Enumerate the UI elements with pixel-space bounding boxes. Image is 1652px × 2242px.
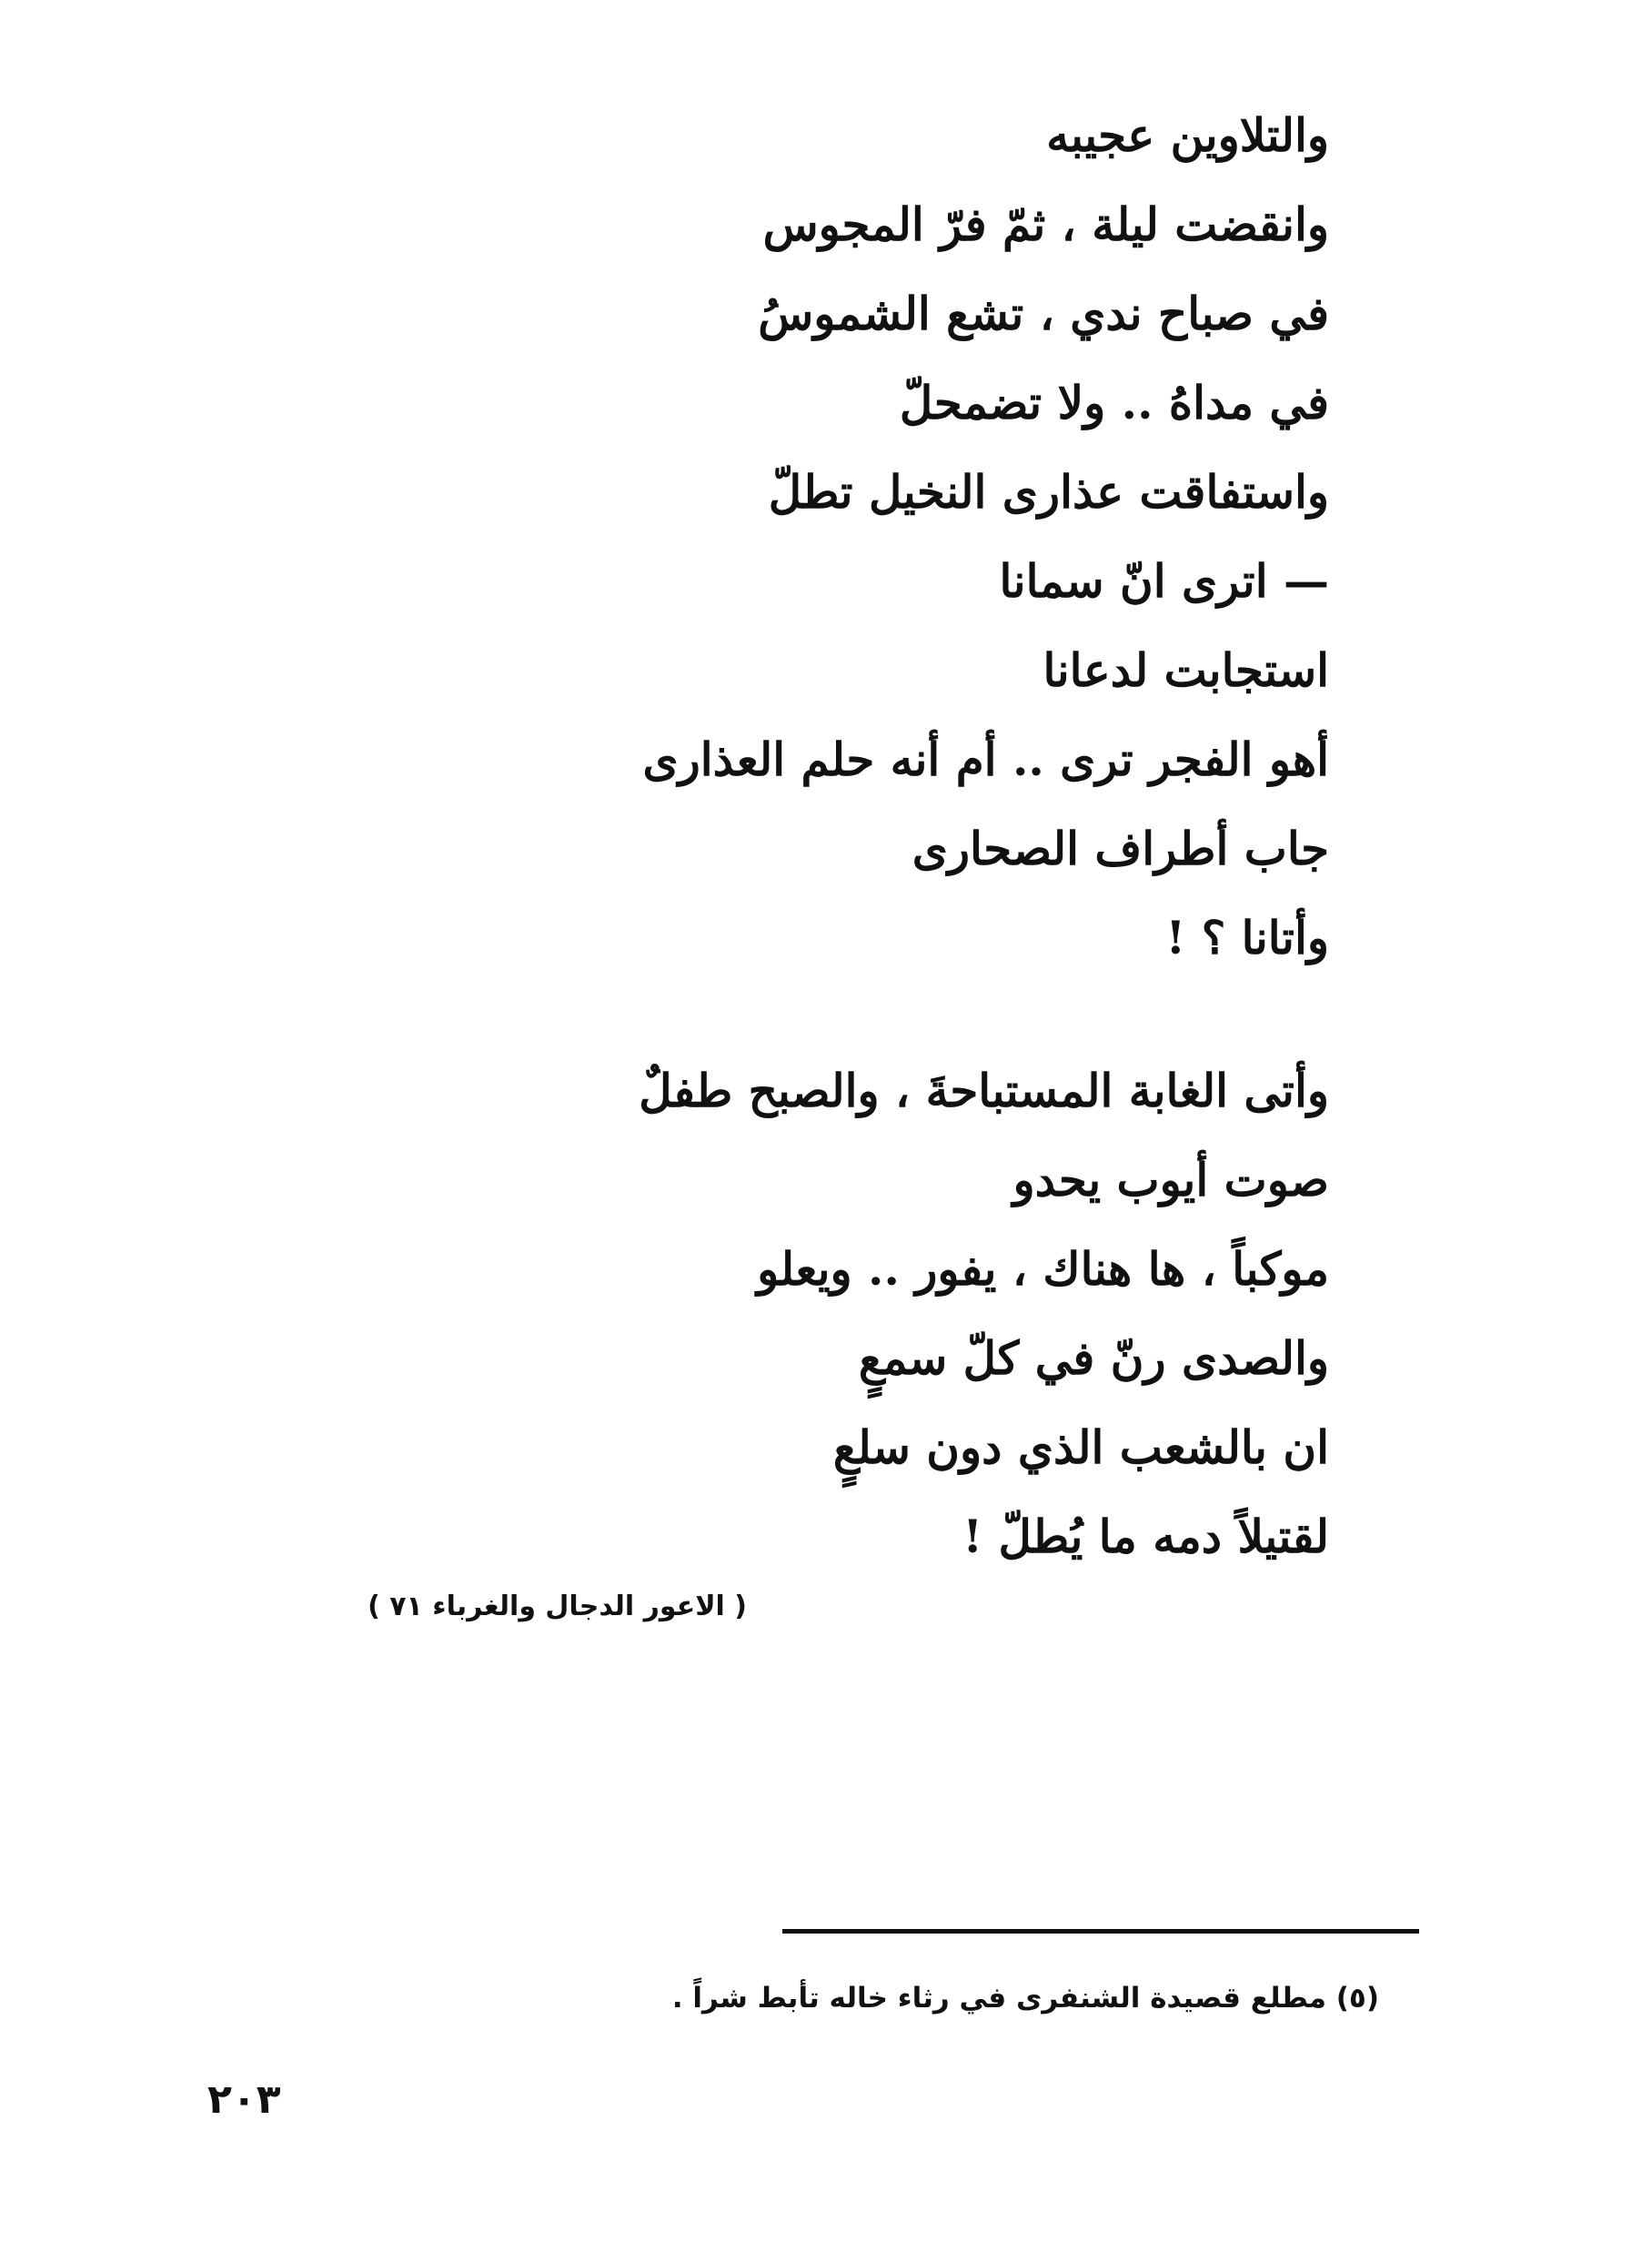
poem-line: — اترى انّ سمانا: [999, 554, 1329, 608]
poem-line: وأتى الغابة المستباحةَ ، والصبح طفلٌ: [639, 1064, 1329, 1117]
poem-line: لقتيلاً دمه ما يُطلّ !: [962, 1510, 1329, 1563]
stanza-gap: [237, 983, 1329, 1046]
poem-line: ان بالشعب الذي دون سلعٍ: [832, 1420, 1329, 1474]
poem: [237, 91, 1329, 1581]
poem-line: وانقضت ليلة ، ثمّ فرّ المجوس: [762, 197, 1329, 251]
poem-line: والصدى رنّ في كلّ سمعٍ: [858, 1331, 1329, 1385]
poem-line: أهو الفجر ترى .. أم أنه حلم العذارى: [642, 732, 1329, 786]
footnote: (٥) مطلع قصيدة الشنفرى في رثاء خاله تأبط شراً .: [671, 1982, 1379, 2015]
footnote-divider: [782, 1929, 1419, 1934]
poem-line: استجابت لدعانا: [1043, 643, 1329, 697]
poem-line: وأتانا ؟ !: [1165, 911, 1329, 964]
poem-line: في صباح ندي ، تشع الشموسُ: [758, 287, 1329, 340]
poem-line: والتلاوين عجيبه: [1046, 108, 1329, 162]
page-number: ٢٠٣: [207, 2076, 281, 2123]
poem-line: واستفاقت عذارى النخيل تطلّ: [768, 465, 1329, 519]
poem-line: صوت أيوب يحدو: [1012, 1153, 1329, 1207]
poem-line: جاب أطراف الصحارى: [912, 822, 1329, 875]
poem-line: في مداهُ .. ولا تضمحلّ: [899, 376, 1329, 429]
poem-line: موكباً ، ها هناك ، يفور .. ويعلو: [757, 1242, 1329, 1296]
source-citation: ( الاعور الدجال والغرباء ٧١ ): [368, 1591, 747, 1622]
